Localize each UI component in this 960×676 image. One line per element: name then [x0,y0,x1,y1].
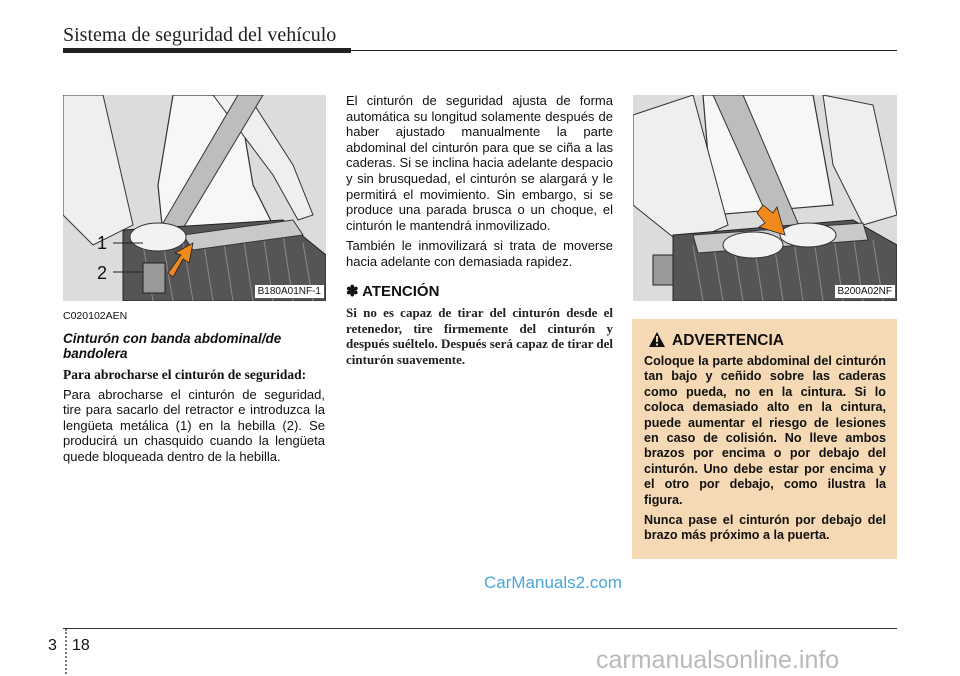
warning-triangle-icon [648,331,666,348]
callout-2: 2 [97,263,108,283]
figure-seatbelt-position [633,95,897,301]
figure-code: B180A01NF-1 [255,285,324,298]
figure-seatbelt-buckling [63,95,326,301]
header-rule [351,50,897,51]
warning-paragraph-1: Coloque la parte abdominal del cinturón tan bajo y ceñido sobre las caderas como pueda, no en la cintura. Si lo coloca demasiado alto en la cintura, puede aumentar el riesgo de lesiones en caso de colisión. No lleve ambos brazos por encima o por debajo del cinturón. Uno debe estar por encima y el otro por debajo, como ilustra la figura. [644,354,886,507]
section-heading: Para abrocharse el cinturón de seguridad: [63,366,307,382]
warning-title: ADVERTENCIA [672,332,784,349]
body-paragraph-2: También le inmovilizará si trata de moverse hacia adelante con demasiada rapidez. [346,238,613,269]
attention-text: Si no es capaz de tirar del cinturón desde el retenedor, tire firmemente del cinturón y después suéltelo. Después será capaz de tirar del cinturón suavemente. [346,305,613,367]
body-paragraph-1: El cinturón de seguridad ajusta de forma automática su longitud solamente después de haber ajustado manualmente la parte abdominal del cinturón para que se ciña a las caderas. Si se inclina hacia adelante despacio y sin brusquedad, el cinturón se alargará y le permitirá el movimiento. Sin embargo, si se produce una parada brusca o un choque, el cinturón le mantendrá inmovilizado. [346,93,613,233]
figure-code: B200A02NF [835,285,895,298]
section-subtitle: Cinturón con banda abdominal/de bandolera [63,330,282,361]
page-number: 18 [72,637,90,654]
footer-divider [65,629,67,674]
page-header-title: Sistema de seguridad del vehículo [63,24,337,46]
warning-box [632,319,897,559]
header-bar [63,48,351,53]
warning-text [644,354,886,549]
section-code: C020102AEN [63,310,128,322]
watermark-link[interactable]: CarManuals2.com [484,573,622,592]
callout-1: 1 [97,233,108,253]
left-column [63,309,325,470]
warning-paragraph-2: Nunca pase el cinturón por debajo del brazo más próximo a la puerta. [644,513,886,543]
warning-header [672,332,784,350]
footer-rule [63,628,897,629]
attention-title: ✽ ATENCIÓN [346,282,440,300]
body-paragraph: Para abrocharse el cinturón de seguridad, tire para sacarlo del retractor e introduzca la lengüeta metálica (1) en la hebilla (2). Se producirá un chasquido cuando la lengüeta quede bloqueada dentro de la hebilla. [63,386,325,464]
middle-column [346,93,613,368]
footer-site-watermark: carmanualsonline.info [596,646,840,674]
section-number: 3 [48,637,57,654]
illustration-belt-position [633,95,897,301]
